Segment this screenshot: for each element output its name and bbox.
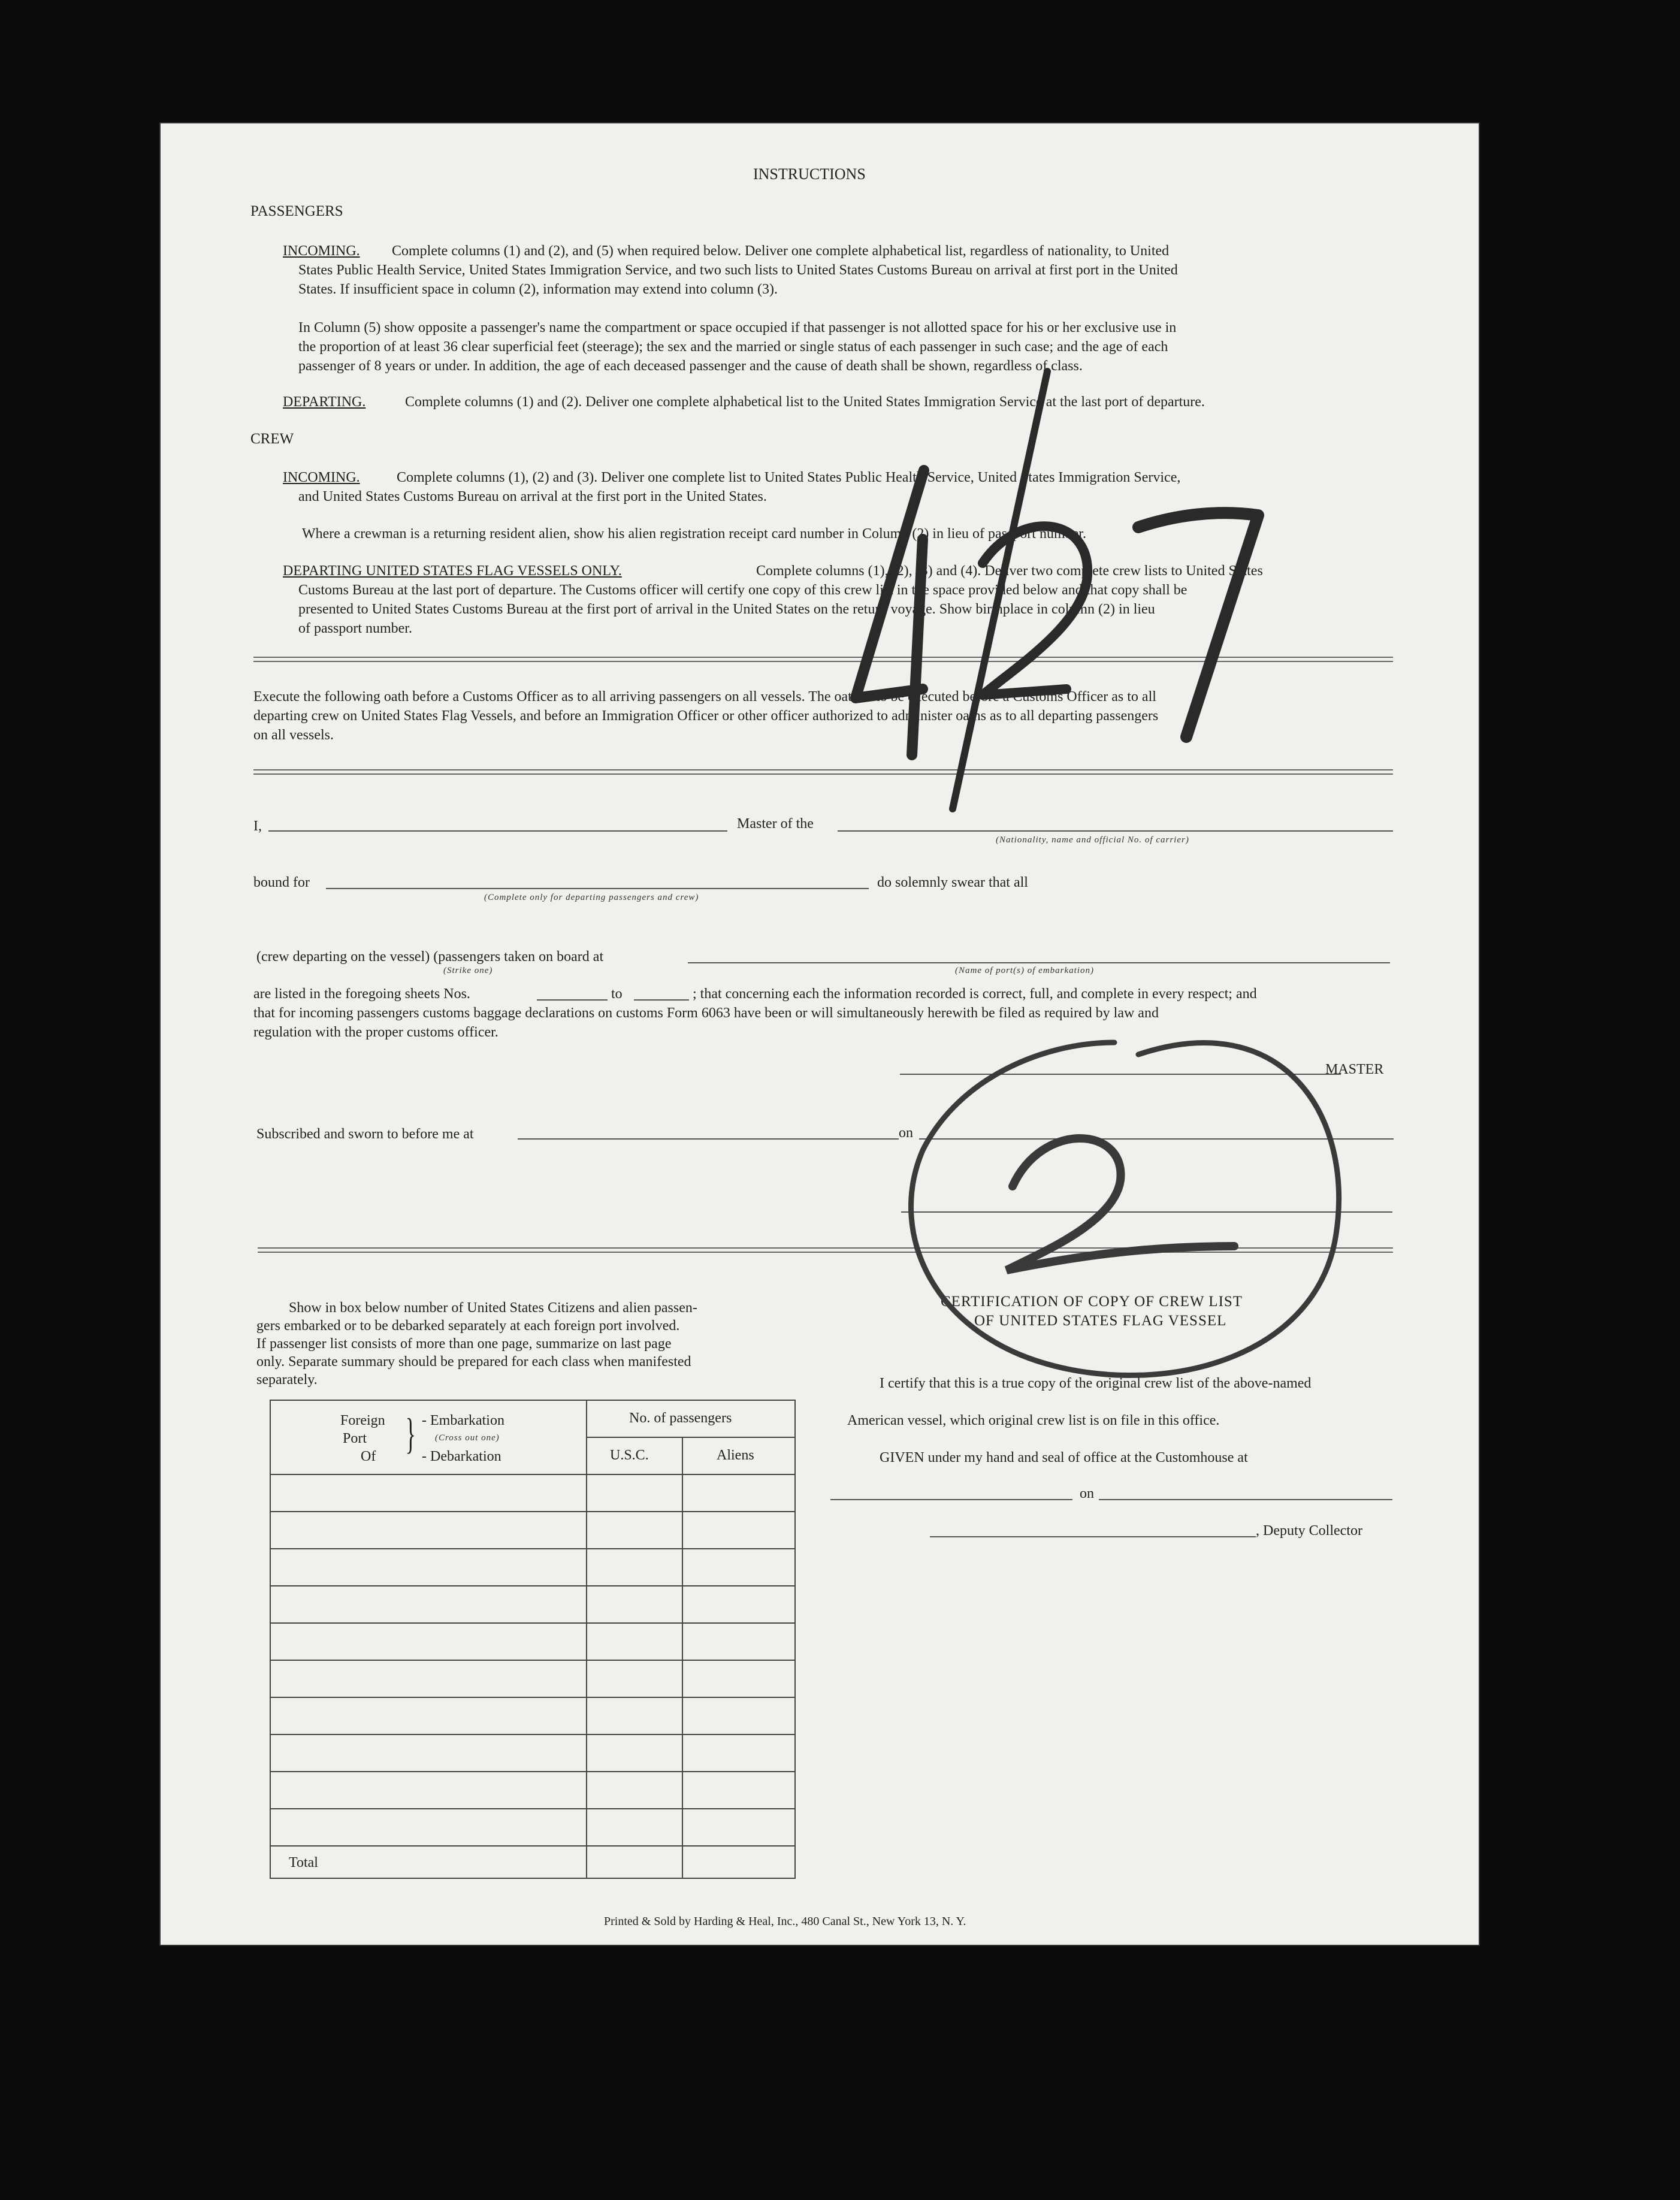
subscribed-date-line <box>919 1138 1394 1140</box>
crew-departing-line2: Customs Bureau at the last port of departure. The Customs officer will certify one copy of this crew list in the space provided below and that copy shall be <box>298 582 1188 598</box>
passengers-incoming-label: INCOMING. <box>283 243 360 259</box>
embarkation-label: - Embarkation <box>422 1413 504 1428</box>
passengers-incoming-line1: Complete columns (1) and (2), and (5) when required below. Deliver one complete alphabetical list, regardless of nationality, to United <box>392 243 1170 259</box>
separator <box>253 769 1393 775</box>
debarkation-label: - Debarkation <box>422 1449 501 1464</box>
baggage-line2: regulation with the proper customs officer. <box>253 1025 498 1040</box>
passengers-departing-text: Complete columns (1) and (2). Deliver one complete alphabetical list to the United States Immigration Service at the last port of departure. <box>405 394 1205 410</box>
column5-line3: passenger of 8 years or under. In addition, the age of each deceased passenger and the cause of death shall be shown, regardless of class. <box>298 358 1083 374</box>
oath-i-label: I, <box>253 818 262 834</box>
oath-intro-line1: Execute the following oath before a Customs Officer as to all arriving passengers on all vessels. The oath is to be executed before a Customs Officer as to all <box>253 689 1156 705</box>
printer-footer: Printed & Sold by Harding & Heal, Inc., 480 Canal St., New York 13, N. Y. <box>604 1915 966 1928</box>
crew-incoming-label: INCOMING. <box>283 470 360 485</box>
column-divider <box>682 1437 683 1878</box>
table-row <box>271 1697 794 1698</box>
passenger-summary-table <box>270 1400 796 1879</box>
crew-departing-label: DEPARTING UNITED STATES FLAG VESSELS ONLY. <box>283 563 622 579</box>
complete-only-note: (Complete only for departing passengers and crew) <box>484 893 699 902</box>
total-label: Total <box>289 1855 318 1870</box>
cross-out-note: (Cross out one) <box>435 1433 500 1443</box>
summary-intro-line4: only. Separate summary should be prepared for each class when manifested <box>256 1354 691 1370</box>
master-label: MASTER <box>1325 1062 1384 1077</box>
summary-intro-line5: separately. <box>256 1372 318 1388</box>
oath-intro-line2: departing crew on United States Flag Vessels, and before an Immigration Officer or other officer authorized to administer oaths as to all departing passengers <box>253 708 1159 724</box>
crew-departing-line1: Complete columns (1), (2), (3) and (4). Deliver two complete crew lists to United States <box>756 563 1263 579</box>
master-signature-line <box>900 1074 1341 1075</box>
col-of: Of <box>361 1449 376 1464</box>
officer-signature-line <box>901 1211 1392 1213</box>
usc-header: U.S.C. <box>610 1447 649 1463</box>
table-row <box>271 1660 794 1661</box>
no-passengers-header: No. of passengers <box>629 1410 732 1426</box>
subscribed-label: Subscribed and sworn to before me at <box>256 1126 474 1142</box>
table-row <box>271 1808 794 1809</box>
separator <box>253 657 1393 662</box>
master-name-line <box>268 830 727 832</box>
subscribed-place-line <box>518 1138 899 1140</box>
table-row <box>271 1845 794 1847</box>
table-row <box>271 1511 794 1512</box>
table-row <box>271 1474 794 1475</box>
separator <box>258 1247 1393 1253</box>
table-row <box>271 1548 794 1549</box>
header-divider <box>586 1437 794 1438</box>
table-row <box>271 1585 794 1586</box>
master-of-label: Master of the <box>737 816 814 832</box>
col-foreign: Foreign <box>340 1413 385 1428</box>
passengers-departing-label: DEPARTING. <box>283 394 366 410</box>
passengers-incoming-line2: States Public Health Service, United States Immigration Service, and two such lists to United States Customs Bureau on arrival at first port in the United <box>298 262 1178 278</box>
oath-intro-line3: on all vessels. <box>253 727 334 743</box>
table-row <box>271 1622 794 1624</box>
certify-line2: American vessel, which original crew list is on file in this office. <box>847 1413 1220 1428</box>
summary-intro-line2: gers embarked or to be debarked separately at each foreign port involved. <box>256 1318 680 1334</box>
certify-line1: I certify that this is a true copy of the original crew list of the above-named <box>880 1376 1312 1391</box>
crewman-text: Where a crewman is a returning resident alien, show his alien registration receipt card number in Column (2) in lieu of passport number. <box>302 526 1086 542</box>
deputy-collector-label: , Deputy Collector <box>1256 1523 1362 1539</box>
baggage-line1: that for incoming passengers customs baggage declarations on customs Form 6063 have been or will simultaneously herewith be filed as required by law and <box>253 1005 1159 1021</box>
to-word: to <box>611 986 623 1002</box>
crew-incoming-line1: Complete columns (1), (2) and (3). Deliver one complete list to United States Public Health Service, United States Immigration Service, <box>397 470 1181 485</box>
col-port: Port <box>343 1431 367 1446</box>
certification-date-line <box>1099 1499 1392 1500</box>
listed-prefix: are listed in the foregoing sheets Nos. <box>253 986 470 1002</box>
certification-title-line2: OF UNITED STATES FLAG VESSEL <box>974 1313 1227 1329</box>
deputy-signature-line <box>930 1536 1256 1537</box>
crew-departing-option: (crew departing on the vessel) (passengers taken on board at <box>256 949 604 965</box>
certification-title-line1: CERTIFICATION OF COPY OF CREW LIST <box>941 1294 1243 1310</box>
aliens-header: Aliens <box>717 1447 754 1463</box>
ports-line <box>688 962 1390 963</box>
bound-for-label: bound for <box>253 875 310 890</box>
sheet-from-line <box>537 999 608 1001</box>
crew-heading: CREW <box>250 431 294 447</box>
passengers-heading: PASSENGERS <box>250 203 343 219</box>
form-page <box>161 123 1479 1945</box>
given-text: GIVEN under my hand and seal of office at the Customhouse at <box>880 1450 1248 1465</box>
crew-departing-line4: of passport number. <box>298 621 412 636</box>
summary-intro-line3: If passenger list consists of more than one page, summarize on last page <box>256 1336 672 1352</box>
ports-note: (Name of port(s) of embarkation) <box>955 966 1094 975</box>
nationality-note: (Nationality, name and official No. of carrier) <box>996 835 1189 845</box>
solemnly-text: do solemnly swear that all <box>877 875 1028 890</box>
column-divider <box>586 1401 587 1878</box>
table-row <box>271 1771 794 1772</box>
crew-departing-line3: presented to United States Customs Bureau at the first port of arrival in the United States on the return voyage. Show birthplace in column (2) in lieu <box>298 602 1155 617</box>
bound-for-line <box>326 888 869 889</box>
brace-icon: } <box>405 1410 416 1458</box>
passengers-incoming-line3: States. If insufficient space in column (2), information may extend into column (3). <box>298 282 778 297</box>
strike-one-note: (Strike one) <box>443 966 493 975</box>
certification-on-word: on <box>1080 1486 1094 1501</box>
customhouse-line <box>830 1499 1072 1500</box>
subscribed-on-word: on <box>899 1125 913 1141</box>
listed-suffix: ; that concerning each the information recorded is correct, full, and complete in every respect; and <box>693 986 1257 1002</box>
table-row <box>271 1734 794 1735</box>
instructions-title: INSTRUCTIONS <box>753 165 866 183</box>
crew-incoming-line2: and United States Customs Bureau on arrival at the first port in the United States. <box>298 489 767 504</box>
column5-line2: the proportion of at least 36 clear superficial feet (steerage); the sex and the married or single status of each passenger in such case; and the age of each <box>298 339 1168 355</box>
carrier-line <box>838 830 1393 832</box>
column5-line1: In Column (5) show opposite a passenger's name the compartment or space occupied if that passenger is not allotted space for his or her exclusive use in <box>298 320 1177 336</box>
summary-intro-line1: Show in box below number of United States Citizens and alien passen- <box>289 1300 697 1316</box>
sheet-to-line <box>634 999 689 1001</box>
